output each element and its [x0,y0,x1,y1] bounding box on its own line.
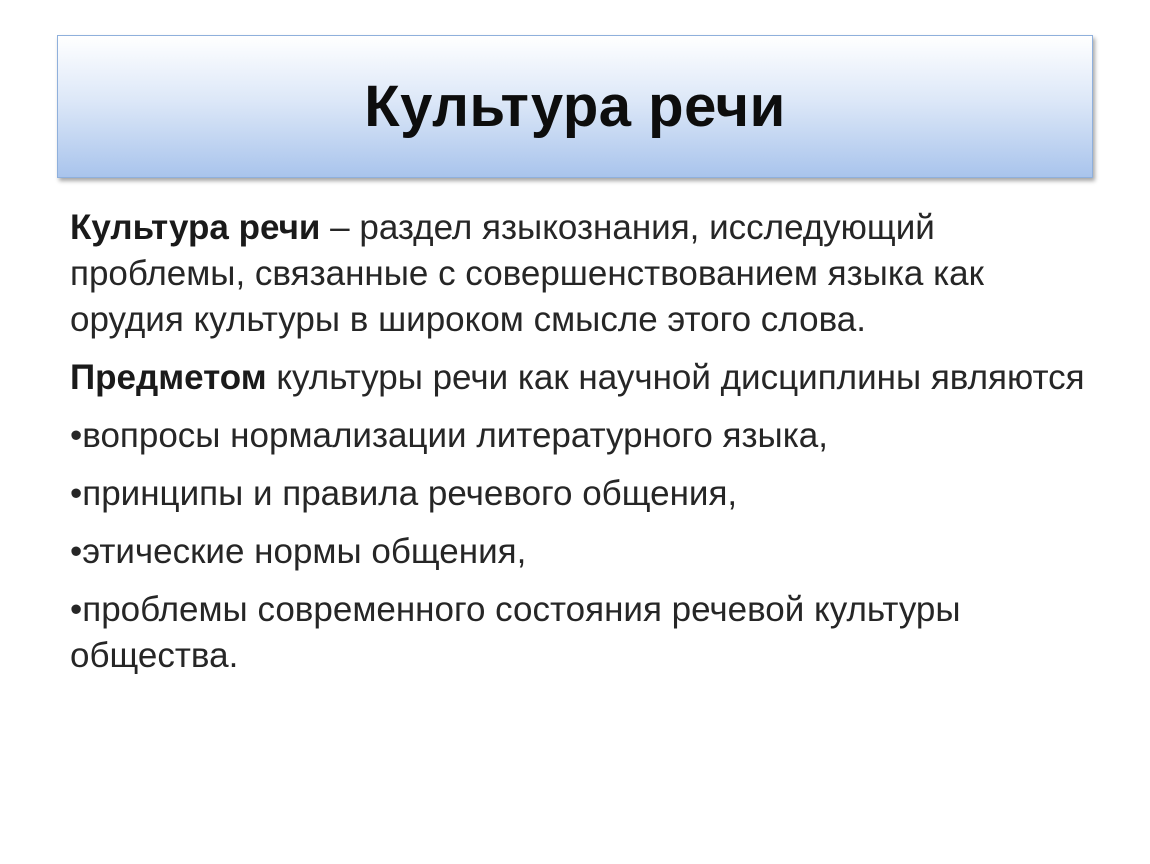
slide-body [70,205,1100,691]
bullet-item: •принципы и правила речевого общения, [70,474,738,513]
subject-text: культуры речи как научной дисциплины являются [266,358,1085,397]
subject-paragraph [70,355,1100,401]
bullet-item: •этические нормы общения, [70,532,527,571]
definition-paragraph [70,205,1100,343]
definition-term: Культура речи [70,208,321,247]
bullet-item: •вопросы нормализации литературного языка, [70,416,828,455]
slide-title: Культура речи [364,74,786,139]
definition-text: – раздел языкознания, исследующий проблемы, связанные с совершенствованием языка как орудия культуры в широком смысле этого слова. [70,208,984,339]
slide-title-box [57,35,1093,178]
bullet-item: •проблемы современного состояния речевой культуры общества. [70,590,961,675]
subject-term: Предметом [70,358,267,397]
